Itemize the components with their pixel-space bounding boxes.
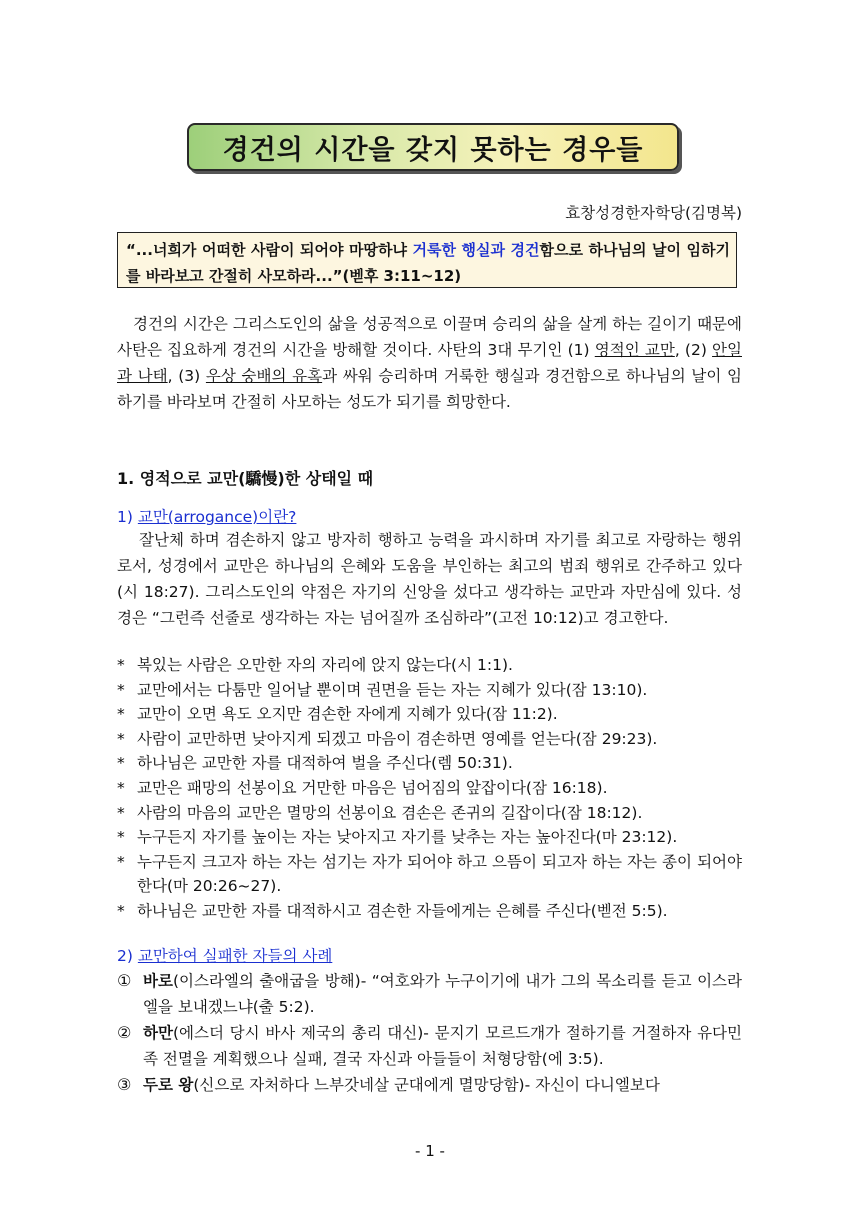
page-number: - 1 - <box>415 1142 445 1160</box>
intro-text-4: 과 싸워 승리하며 거룩한 행실과 경건함으로 하나님의 날이 임하기를 바라보며 간절히 사모하는 성도가 되기를 희망한다. <box>117 367 742 411</box>
title-banner <box>187 123 679 171</box>
verse-box <box>117 232 737 288</box>
asterisk-icon: * <box>117 778 125 797</box>
verse-text-part2: 함으로 하나님의 날이 임하기를 바라보고 간절히 사모하라...”(벧후 3:11~12) <box>126 241 730 285</box>
subsection-heading-1 <box>117 505 296 527</box>
intro-text-2: , (2) <box>674 341 713 359</box>
asterisk-icon: * <box>117 754 125 773</box>
subsection-heading-2 <box>117 944 332 966</box>
case-name: 하만 <box>143 1024 173 1042</box>
case-number: ② <box>117 1023 132 1042</box>
weapon-laziness: 안일과 나태 <box>117 341 742 385</box>
arrogance-definition: 잘난체 하며 겸손하지 않고 방자히 행하고 능력을 과시하며 자기를 최고로 자랑하는 행위로서, 성경에서 교만은 하나님의 은혜와 도움을 부인하는 최고의 범죄 행위로 간주하고 있다(시 18:27). 그리스도인의 약점은 자기의 신앙을 섰다고 생각하는 교만과 자만심에 있다. 성경은 “그런즉 선줄로 생각하는 자는 넘어질까 조심하라”(고전 10:12)고 경고한다. <box>117 531 742 627</box>
list-item: * 교만이 오면 욕도 오지만 겸손한 자에게 지혜가 있다(잠 11:2). <box>117 702 742 727</box>
failure-cases-list <box>117 968 742 1098</box>
scripture-bullet-list <box>117 653 742 924</box>
list-item <box>117 1020 742 1072</box>
asterisk-icon: * <box>117 803 125 822</box>
section-heading: 1. 영적으로 교만(驕慢)한 상태일 때 <box>117 469 374 488</box>
case-number: ③ <box>117 1075 132 1094</box>
subsection-2-label: 교만하여 실패한 자들의 사례 <box>137 947 333 965</box>
intro-text-3: , (3) <box>167 367 206 385</box>
weapon-idolatry: 우상 숭배의 유혹 <box>205 367 323 385</box>
list-item: * 하나님은 교만한 자를 대적하시고 겸손한 자들에게는 은혜를 주신다(벧전 5:5). <box>117 899 742 924</box>
asterisk-icon: * <box>117 828 125 847</box>
asterisk-icon: * <box>117 705 125 724</box>
asterisk-icon: * <box>117 680 125 699</box>
asterisk-icon: * <box>117 852 125 871</box>
intro-paragraph <box>117 311 742 415</box>
list-item <box>117 1072 742 1098</box>
case-name: 바로 <box>143 972 173 990</box>
case-text: (에스더 당시 바사 제국의 총리 대신)- 문지기 모르드개가 절하기를 거절하자 유다민족 전멸을 계획했으나 실패, 결국 자신과 아들들이 처형당함(에 3:5). <box>143 1024 742 1068</box>
asterisk-icon: * <box>117 729 125 748</box>
list-item: * 교만은 패망의 선봉이요 거만한 마음은 넘어짐의 앞잡이다(잠 16:18). <box>117 776 742 801</box>
list-item: * 하나님은 교만한 자를 대적하여 벌을 주신다(렘 50:31). <box>117 751 742 776</box>
subsection-1-number: 1) <box>117 508 138 526</box>
verse-text-part1: “...너희가 어떠한 사람이 되어야 마땅하냐 <box>126 241 413 259</box>
list-item: * 복있는 사람은 오만한 자의 자리에 앉지 않는다(시 1:1). <box>117 653 742 678</box>
weapon-pride: 영적인 교만 <box>594 341 675 359</box>
asterisk-icon: * <box>117 901 125 920</box>
intro-text-1: 경건의 시간은 그리스도인의 삶을 성공적으로 이끌며 승리의 삶을 살게 하는 길이기 때문에 사탄은 집요하게 경건의 시간을 방해할 것이다. 사탄의 3대 무기인 (1) <box>117 315 742 359</box>
case-text: (신으로 자처하다 느부갓네살 군대에게 멸망당함)- 자신이 다니엘보다 <box>193 1076 660 1094</box>
list-item <box>117 968 742 1020</box>
case-number: ① <box>117 971 132 990</box>
list-item: * 누구든지 크고자 하는 자는 섬기는 자가 되어야 하고 으뜸이 되고자 하는 자는 종이 되어야 한다(마 20:26~27). <box>117 850 742 899</box>
subsection-2-number: 2) <box>117 947 138 965</box>
asterisk-icon: * <box>117 656 125 674</box>
list-item: * 사람의 마음의 교만은 멸망의 선봉이요 겸손은 존귀의 길잡이다(잠 18:12). <box>117 801 742 826</box>
page-title: 경건의 시간을 갖지 못하는 경우들 <box>222 134 644 166</box>
case-text: (이스라엘의 출애굽을 방해)- “여호와가 누구이기에 내가 그의 목소리를 듣고 이스라엘을 보내겠느냐(출 5:2). <box>143 972 742 1016</box>
author-line: 효창성경한자학당(김명복) <box>565 204 742 222</box>
list-item: * 누구든지 자기를 높이는 자는 낮아지고 자기를 낮추는 자는 높아진다(마 23:12). <box>117 825 742 850</box>
verse-highlight: 거룩한 행실과 경건 <box>412 241 540 259</box>
list-item: * 교만에서는 다툼만 일어날 뿐이며 권면을 듣는 자는 지혜가 있다(잠 13:10). <box>117 678 742 703</box>
list-item: * 사람이 교만하면 낮아지게 되겠고 마음이 겸손하면 영예를 얻는다(잠 29:23). <box>117 727 742 752</box>
case-name: 두로 왕 <box>143 1076 194 1094</box>
subsection-1-label: 교만(arrogance)이란? <box>137 508 297 526</box>
